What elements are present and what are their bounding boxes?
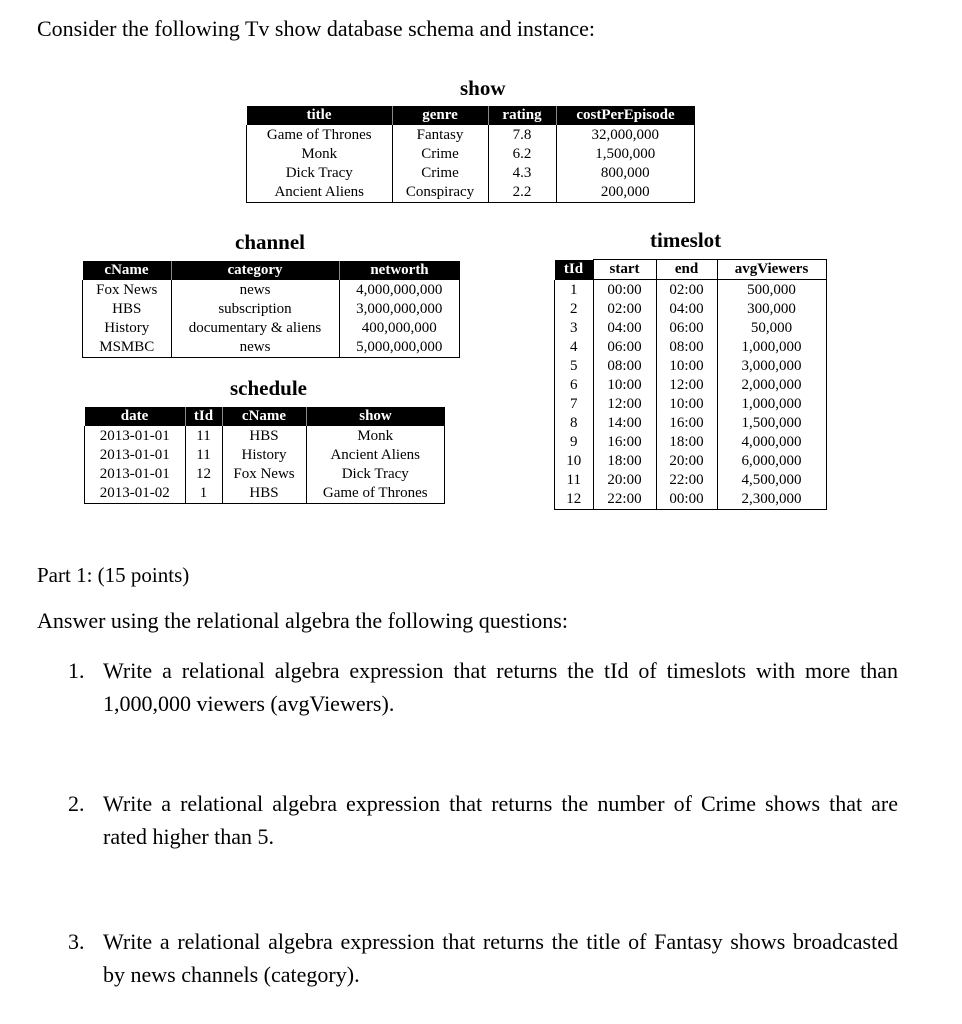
table-cell: Monk [247, 145, 393, 164]
column-header: avgViewers [717, 260, 826, 280]
table-row [555, 471, 827, 490]
table-cell: 10:00 [656, 395, 717, 414]
table-cell: 1,000,000 [717, 338, 826, 357]
table-cell: 12 [185, 465, 222, 484]
table-row [85, 484, 445, 504]
table-cell: 06:00 [656, 319, 717, 338]
table-cell: 2013-01-01 [85, 465, 186, 484]
table-cell: 8 [555, 414, 594, 433]
table-cell: 4,000,000,000 [339, 280, 460, 300]
channel-table-title: channel [235, 230, 306, 254]
table-cell: 1,500,000 [556, 145, 695, 164]
question-number: 1. [68, 658, 85, 683]
table-cell: 4 [555, 338, 594, 357]
table-cell: Crime [392, 164, 488, 183]
table-cell: 22:00 [656, 471, 717, 490]
table-cell: 04:00 [656, 300, 717, 319]
table-row [555, 414, 827, 433]
table-cell: 50,000 [717, 319, 826, 338]
table-cell: 3 [555, 319, 594, 338]
timeslot-table [554, 259, 827, 510]
column-header: tId [185, 407, 222, 426]
table-cell: 1,000,000 [717, 395, 826, 414]
show-table-title: show [460, 76, 506, 100]
table-cell: 16:00 [593, 433, 656, 452]
column-header: title [247, 106, 393, 125]
question-3 [68, 925, 898, 991]
question-text: Write a relational algebra expression that returns the number of Crime shows that are rated higher than 5. [103, 791, 898, 849]
answer-instructions: Answer using the relational algebra the following questions: [37, 608, 568, 633]
column-header: end [656, 260, 717, 280]
table-cell: 1,500,000 [717, 414, 826, 433]
table-cell: 02:00 [593, 300, 656, 319]
table-cell: History [222, 446, 306, 465]
question-text: Write a relational algebra expression that returns the tId of timeslots with more than 1,000,000 viewers (avgViewers). [103, 658, 898, 716]
table-row [555, 376, 827, 395]
table-row [555, 433, 827, 452]
table-cell: 200,000 [556, 183, 695, 203]
table-cell: 7.8 [488, 125, 556, 145]
table-cell: 08:00 [593, 357, 656, 376]
table-cell: Monk [306, 426, 445, 446]
table-row [247, 145, 695, 164]
table-cell: 9 [555, 433, 594, 452]
table-row [85, 426, 445, 446]
table-cell: 20:00 [593, 471, 656, 490]
table-row [247, 125, 695, 145]
column-header: rating [488, 106, 556, 125]
table-cell: 1 [555, 280, 594, 301]
table-cell: documentary & aliens [171, 319, 339, 338]
table-cell: subscription [171, 300, 339, 319]
table-cell: 18:00 [593, 452, 656, 471]
schedule-table-title: schedule [230, 376, 308, 400]
table-cell: Ancient Aliens [247, 183, 393, 203]
show-table [246, 106, 695, 203]
table-cell: 2,000,000 [717, 376, 826, 395]
table-row [555, 300, 827, 319]
question-number: 2. [68, 791, 85, 816]
table-cell: 06:00 [593, 338, 656, 357]
table-row [555, 395, 827, 414]
table-row [555, 357, 827, 376]
table-cell: 3,000,000 [717, 357, 826, 376]
table-cell: 500,000 [717, 280, 826, 301]
table-cell: 00:00 [656, 490, 717, 510]
table-cell: 32,000,000 [556, 125, 695, 145]
table-cell: 18:00 [656, 433, 717, 452]
table-cell: 14:00 [593, 414, 656, 433]
table-cell: Game of Thrones [306, 484, 445, 504]
table-cell: 2013-01-01 [85, 446, 186, 465]
question-text: Write a relational algebra expression that returns the title of Fantasy shows broadcasted by news channels (category). [103, 929, 898, 987]
table-cell: 5,000,000,000 [339, 338, 460, 358]
table-cell: 20:00 [656, 452, 717, 471]
table-cell: 12:00 [656, 376, 717, 395]
table-cell: HBS [83, 300, 172, 319]
table-cell: 16:00 [656, 414, 717, 433]
table-cell: 02:00 [656, 280, 717, 301]
table-row [555, 280, 827, 301]
table-cell: 3,000,000,000 [339, 300, 460, 319]
table-cell: 2013-01-01 [85, 426, 186, 446]
table-cell: 10 [555, 452, 594, 471]
table-row [83, 338, 460, 358]
table-cell: 04:00 [593, 319, 656, 338]
table-row [247, 164, 695, 183]
table-row [555, 338, 827, 357]
table-cell: 7 [555, 395, 594, 414]
table-cell: 11 [185, 446, 222, 465]
table-cell: 4,500,000 [717, 471, 826, 490]
table-cell: 11 [555, 471, 594, 490]
column-header: genre [392, 106, 488, 125]
table-cell: 4,000,000 [717, 433, 826, 452]
table-row [83, 280, 460, 300]
table-cell: 6 [555, 376, 594, 395]
question-2 [68, 787, 898, 853]
table-row [555, 319, 827, 338]
table-row [85, 446, 445, 465]
question-number: 3. [68, 929, 85, 954]
table-cell: History [83, 319, 172, 338]
table-cell: HBS [222, 484, 306, 504]
column-header: date [85, 407, 186, 426]
table-cell: Fox News [222, 465, 306, 484]
timeslot-table-title: timeslot [650, 228, 722, 252]
table-cell: 11 [185, 426, 222, 446]
table-cell: Ancient Aliens [306, 446, 445, 465]
table-cell: 10:00 [656, 357, 717, 376]
table-cell: Dick Tracy [247, 164, 393, 183]
table-cell: 00:00 [593, 280, 656, 301]
table-cell: Fox News [83, 280, 172, 300]
table-cell: Dick Tracy [306, 465, 445, 484]
table-cell: 12:00 [593, 395, 656, 414]
table-cell: 5 [555, 357, 594, 376]
column-header: show [306, 407, 445, 426]
column-header: networth [339, 261, 460, 280]
schedule-table [84, 407, 445, 504]
table-cell: 2,300,000 [717, 490, 826, 510]
table-cell: HBS [222, 426, 306, 446]
table-cell: 22:00 [593, 490, 656, 510]
table-cell: 10:00 [593, 376, 656, 395]
column-header: tId [555, 260, 594, 280]
table-cell: 4.3 [488, 164, 556, 183]
column-header: start [593, 260, 656, 280]
table-cell: 300,000 [717, 300, 826, 319]
part-heading: Part 1: (15 points) [37, 563, 190, 587]
table-cell: 2013-01-02 [85, 484, 186, 504]
table-cell: news [171, 338, 339, 358]
table-cell: news [171, 280, 339, 300]
table-cell: 08:00 [656, 338, 717, 357]
table-cell: Fantasy [392, 125, 488, 145]
intro-text: Consider the following Tv show database schema and instance: [37, 16, 596, 41]
table-row [247, 183, 695, 203]
table-cell: Crime [392, 145, 488, 164]
question-1 [68, 654, 898, 720]
table-row [83, 300, 460, 319]
table-cell: Conspiracy [392, 183, 488, 203]
table-cell: 2.2 [488, 183, 556, 203]
table-row [555, 490, 827, 510]
table-cell: 6,000,000 [717, 452, 826, 471]
table-cell: 400,000,000 [339, 319, 460, 338]
table-cell: 6.2 [488, 145, 556, 164]
column-header: cName [83, 261, 172, 280]
table-cell: MSMBC [83, 338, 172, 358]
table-row [555, 452, 827, 471]
channel-table [82, 261, 460, 358]
column-header: cName [222, 407, 306, 426]
table-cell: 1 [185, 484, 222, 504]
table-cell: Game of Thrones [247, 125, 393, 145]
column-header: category [171, 261, 339, 280]
column-header: costPerEpisode [556, 106, 695, 125]
table-cell: 12 [555, 490, 594, 510]
table-row [83, 319, 460, 338]
table-cell: 800,000 [556, 164, 695, 183]
table-row [85, 465, 445, 484]
table-cell: 2 [555, 300, 594, 319]
